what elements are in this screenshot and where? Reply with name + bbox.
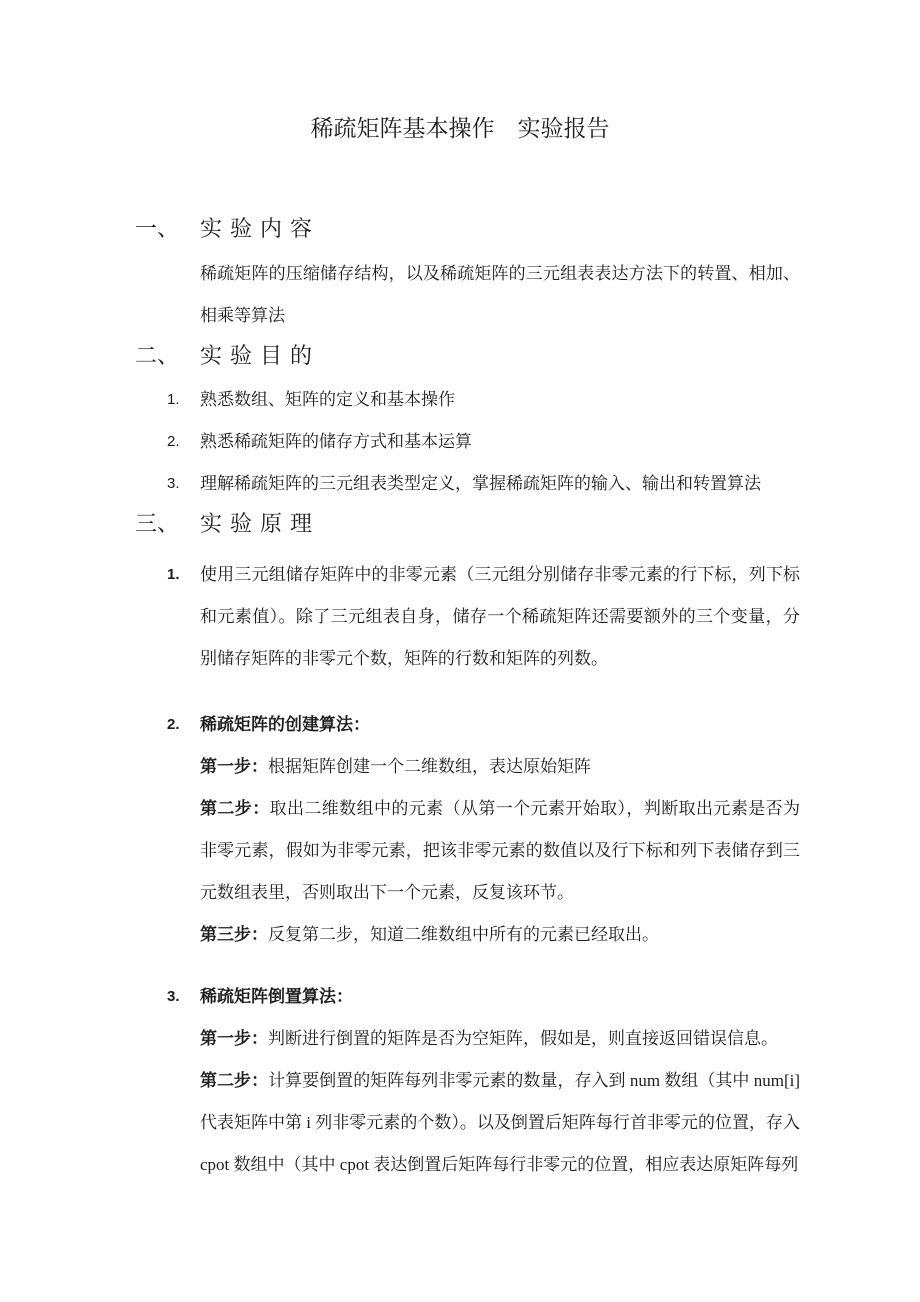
section-1-paragraph: 稀疏矩阵的压缩储存结构，以及稀疏矩阵的三元组表表达方法下的转置、相加、相乘等算法 <box>200 264 800 325</box>
step-label: 第一步： <box>200 757 268 776</box>
section-1-title: 实验内容 <box>200 216 321 241</box>
step-label: 第二步： <box>200 1071 269 1090</box>
list-item <box>167 379 800 421</box>
section-2-title: 实验目的 <box>200 343 321 368</box>
list-item-number: 3. <box>167 475 180 492</box>
step-text: 根据矩阵创建一个二维数组，表达原始矩阵 <box>268 757 591 776</box>
algorithm-title: 稀疏矩阵倒置算法： <box>200 987 353 1006</box>
step-label: 第一步： <box>200 1029 268 1048</box>
step-label: 第三步： <box>200 925 268 944</box>
list-item-text: 熟悉数组、矩阵的定义和基本操作 <box>200 390 455 409</box>
algorithm-step <box>200 1018 800 1060</box>
list-item-text: 熟悉稀疏矩阵的储存方式和基本运算 <box>200 432 472 451</box>
algorithm-step <box>200 1060 800 1186</box>
list-item-number: 2. <box>167 716 180 733</box>
section-3-heading <box>0 508 920 540</box>
principle-item-2 <box>167 704 800 746</box>
principle-item-1 <box>167 554 800 680</box>
step-text: 判断进行倒置的矩阵是否为空矩阵，假如是，则直接返回错误信息。 <box>268 1029 778 1048</box>
step-text: 取出二维数组中的元素（从第一个元素开始取），判断取出元素是否为非零元素，假如为非零元素，把该非零元素的数值以及行下标和列下表储存到三元数组表里，否则取出下一个元素，反复该环节。 <box>200 799 801 902</box>
step-label: 第二步： <box>200 799 270 818</box>
algorithm-step <box>200 788 800 914</box>
section-1-number: 一、 <box>135 216 180 241</box>
list-item-text: 使用三元组储存矩阵中的非零元素（三元组分别储存非零元素的行下标，列下标和元素值）。除了三元组表自身，储存一个稀疏矩阵还需要额外的三个变量，分别储存矩阵的非零元个数，矩阵的行数和矩阵的列数。 <box>200 565 800 668</box>
algorithm-step <box>200 914 800 956</box>
principle-item-3 <box>167 976 800 1018</box>
list-item-number: 2. <box>167 433 180 450</box>
objectives-list <box>0 379 920 505</box>
section-1-heading <box>0 213 920 245</box>
list-item-number: 1. <box>167 566 180 583</box>
section-3-number: 三、 <box>135 511 180 536</box>
document-title: 稀疏矩阵基本操作 实验报告 <box>310 116 610 141</box>
list-item-number: 3. <box>167 988 180 1005</box>
list-item-text: 理解稀疏矩阵的三元组表类型定义，掌握稀疏矩阵的输入、输出和转置算法 <box>200 474 761 493</box>
list-item <box>167 463 800 505</box>
step-text: 计算要倒置的矩阵每列非零元素的数量，存入到 num 数组（其中 num[i] 代表矩阵中第 i 列非零元素的个数）。以及倒置后矩阵每行首非零元的位置，存入 cpot 数组中（其中 cpot 表达倒置后矩阵每行非零元的位置，相应表达原矩阵每列 <box>200 1071 800 1174</box>
section-3-title: 实验原理 <box>200 511 321 536</box>
section-2-number: 二、 <box>135 343 180 368</box>
list-item <box>167 421 800 463</box>
list-item-number: 1. <box>167 391 180 408</box>
step-text: 反复第二步，知道二维数组中所有的元素已经取出。 <box>268 925 659 944</box>
section-2-heading <box>0 340 920 372</box>
algorithm-title: 稀疏矩阵的创建算法： <box>200 715 370 734</box>
algorithm-step <box>200 746 800 788</box>
